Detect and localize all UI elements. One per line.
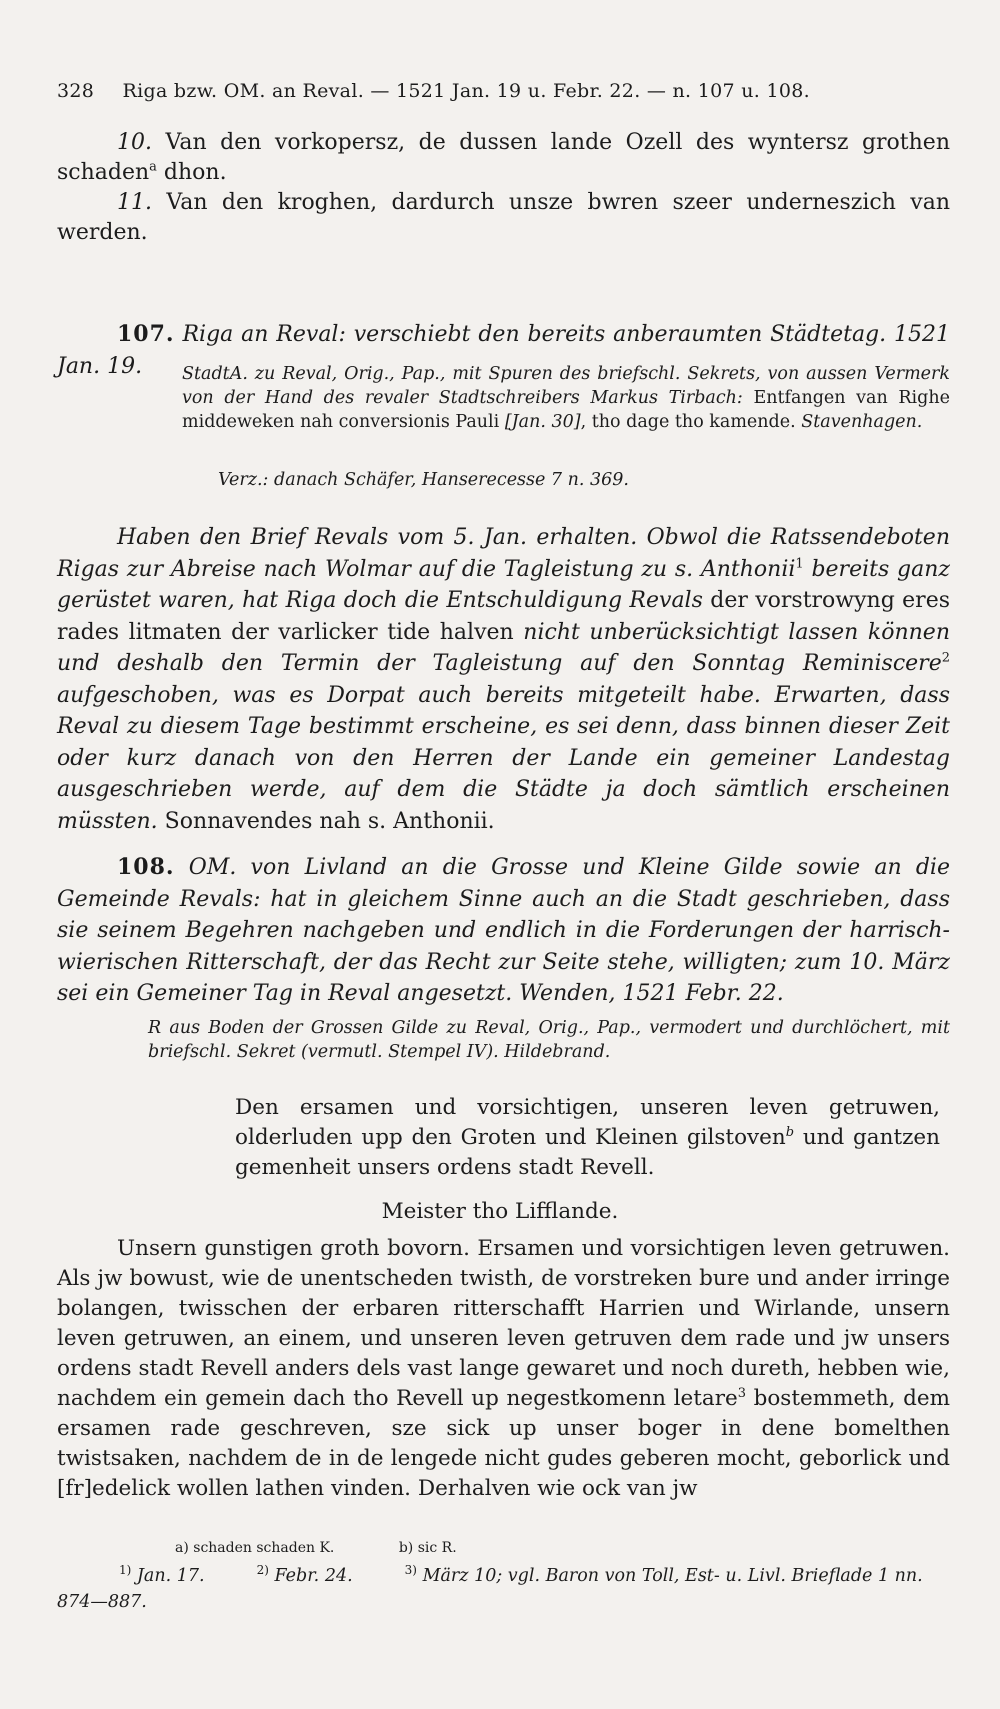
- doc107-regest: Haben den Brief Revals vom 5. Jan. erhalten. Obwol die Ratssendeboten Rigas zur Abreise nach Wolmar auf die Tagleistung zu s. Anthonii$^1$ bereits ganz gerüstet waren, hat Riga doch die Entschuldigung Revals der vorstrowyng eres rades litmaten der varlicker tide halven nicht unberücksichtigt lassen können und deshalb den Termin der Tagleistung auf den Sonntag Reminiscere$^2$ aufgeschoben, was es Dorpat auch bereits mitgeteilt habe. Erwarten, dass Reval zu diesem Tage bestimmt erscheine, es sei denn, dass binnen dieser Zeit oder kurz danach von den Herren der Lande ein gemeiner Landestag ausgeschrieben werde, auf dem die Städte ja doch sämtlich erscheinen müssten. Sonnavendes nah s. Anthonii.: [57, 525, 951, 834]
- doc107-title: Riga an Reval: verschiebt den bereits anberaumten Städtetag. 1521 Jan. 19.: [57, 322, 950, 379]
- footnotes: $^{1)}$ Jan. 17. $^{2)}$ Febr. 24. $^{3)}$ März 10; vgl. Baron von Toll, Est- u. Livl. Brieflade 1 nn. 874—887.: [57, 1563, 923, 1612]
- doc108-number: 108.: [117, 854, 175, 880]
- doc108-heading: [57, 852, 950, 1010]
- running-title: Riga bzw. OM. an Reval. — 1521 Jan. 19 u. Febr. 22. — n. 107 u. 108.: [122, 80, 810, 102]
- doc108-address: Den ersamen und vorsichtigen, unseren leven getruwen, olderluden upp den Groten und Kleinen gilstoven$^b$ und gantzen gemenheit unsers ordens stadt Revell.: [235, 1095, 940, 1180]
- page-number: 328: [57, 80, 95, 102]
- doc108-body: Unsern gunstigen groth bovorn. Ersamen und vorsichtigen leven getruwen. Als jw bowust, wie de unentscheden twisth, de vorstreken bure und ander irringe bolangen, twisschen der erbaren ritterschafft Harrien und Wirlande, unsern leven getruwen, an einem, und unseren leven getruven dem rade und jw unsers ordens stadt Revell anders dels vast lange gewaret und noch dureth, hebben wie, nachdem ein gemein dach tho Revell up negestkomenn letare$^3$ bostemmeth, dem ersamen rade geschreven, sze sick up unser boger in dene bomelthen twistsaken, nachdem de in de lengede nicht gudes geberen mocht, geborlick und [fr]edelick wollen lathen vinden. Derhalven wie ock van jw: [57, 1236, 951, 1501]
- doc108-source: R aus Boden der Grossen Gilde zu Reval, Orig., Pap., vermodert und durchlöchert, mit briefschl. Sekret (vermutl. Stempel IV). Hildebrand.: [148, 1018, 950, 1062]
- doc108-title: OM. von Livland an die Grosse und Kleine Gilde sowie an die Gemeinde Revals: hat in gleichem Sinne auch an die Stadt geschrieben, dass sie seinem Begehren nachgeben und endlich in die Forderungen der harrisch-wierischen Ritterschaft, der das Recht zur Seite stehe, willigten; zum 10. März sei ein Gemeiner Tag in Reval angesetzt. Wenden, 1521 Febr. 22.: [57, 855, 950, 1006]
- doc107-verz: Verz.: danach Schäfer, Hanserecesse 7 n. 369.: [218, 470, 629, 490]
- variant-notes: a) schaden schaden K. b) sic R.: [175, 1540, 457, 1556]
- doc107-number: 107.: [117, 321, 175, 347]
- list-item: 11. Van den kroghen, dardurch unsze bwren szeer underneszich van werden.: [57, 190, 950, 245]
- running-header: [57, 80, 810, 102]
- doc108-sender: Meister tho Lifflande.: [381, 1199, 619, 1224]
- list-item: 10. Van den vorkopersz, de dussen lande Ozell des wyntersz grothen schaden$^a$ dhon.: [57, 130, 950, 185]
- doc107-source: StadtA. zu Reval, Orig., Pap., mit Spuren des briefschl. Sekrets, von aussen Vermerk von der Hand des revaler Stadtschreibers Markus Tirbach: Entfangen van Righe middeweken nah conversionis Pauli [Jan. 30], tho dage tho kamende. Stavenhagen.: [182, 364, 950, 432]
